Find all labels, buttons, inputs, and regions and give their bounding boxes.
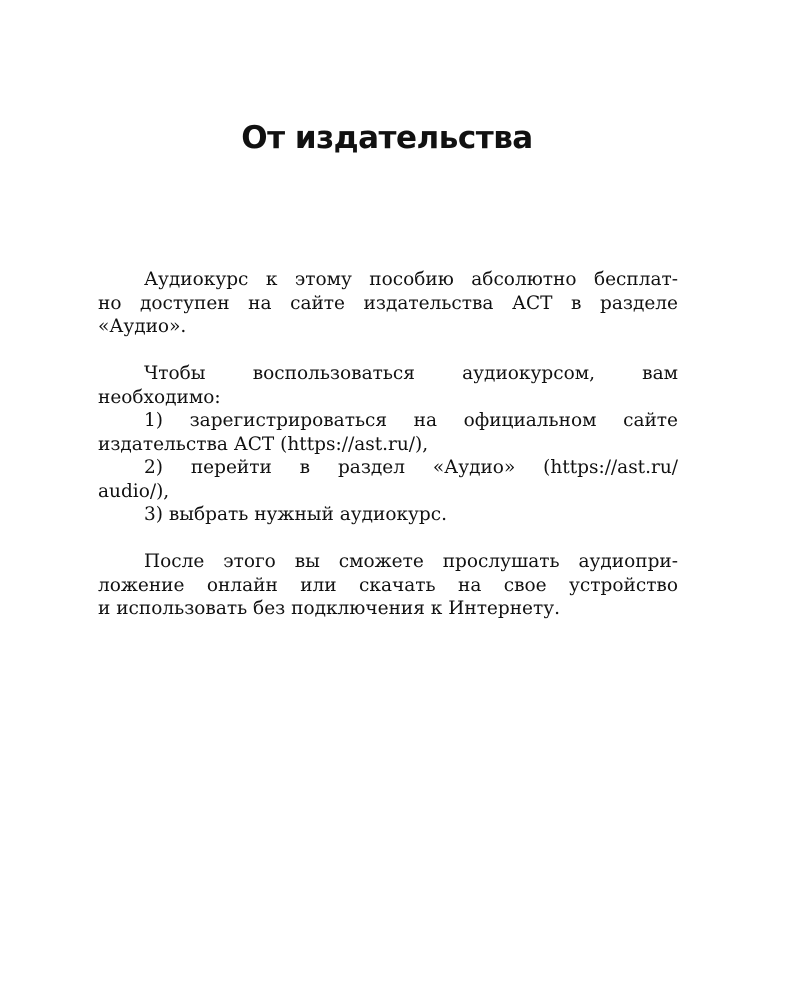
text-line: 3) выбрать нужный аудиокурс. (144, 504, 448, 525)
text-line: но доступен на сайте издательства АСТ в разделе (98, 292, 678, 314)
text-line: и использовать без подключения к Интернету. (98, 598, 560, 619)
text-line: Аудиокурс к этому пособию абсолютно бесплат- (144, 269, 678, 290)
step-item (98, 456, 678, 503)
body-text (98, 268, 678, 621)
text-line: 1) зарегистрироваться на официальном сайте (144, 410, 678, 431)
paragraph-audio-availability (98, 268, 678, 339)
text-line: 2) перейти в раздел «Аудио» (https://ast.ru/ (144, 457, 678, 478)
text-line: издательства АСТ (https://ast.ru/), (98, 433, 429, 455)
text-line: После этого вы сможете прослушать аудиопри- (144, 551, 678, 572)
paragraph-usage (98, 550, 678, 621)
text-line: ложение онлайн или скачать на свое устройство (98, 574, 678, 596)
text-line: необходимо: (98, 386, 221, 408)
paragraph-spacer (98, 527, 678, 551)
text-line: Чтобы воспользоваться аудиокурсом, вам (144, 363, 678, 384)
step-item (98, 409, 678, 456)
text-line: audio/), (98, 480, 170, 502)
paragraph-spacer (98, 339, 678, 363)
steps-list (98, 409, 678, 527)
page-title: От издательства (241, 120, 533, 156)
paragraph-instructions (98, 362, 678, 409)
step-item (98, 503, 678, 527)
text-line: «Аудио». (98, 316, 187, 337)
